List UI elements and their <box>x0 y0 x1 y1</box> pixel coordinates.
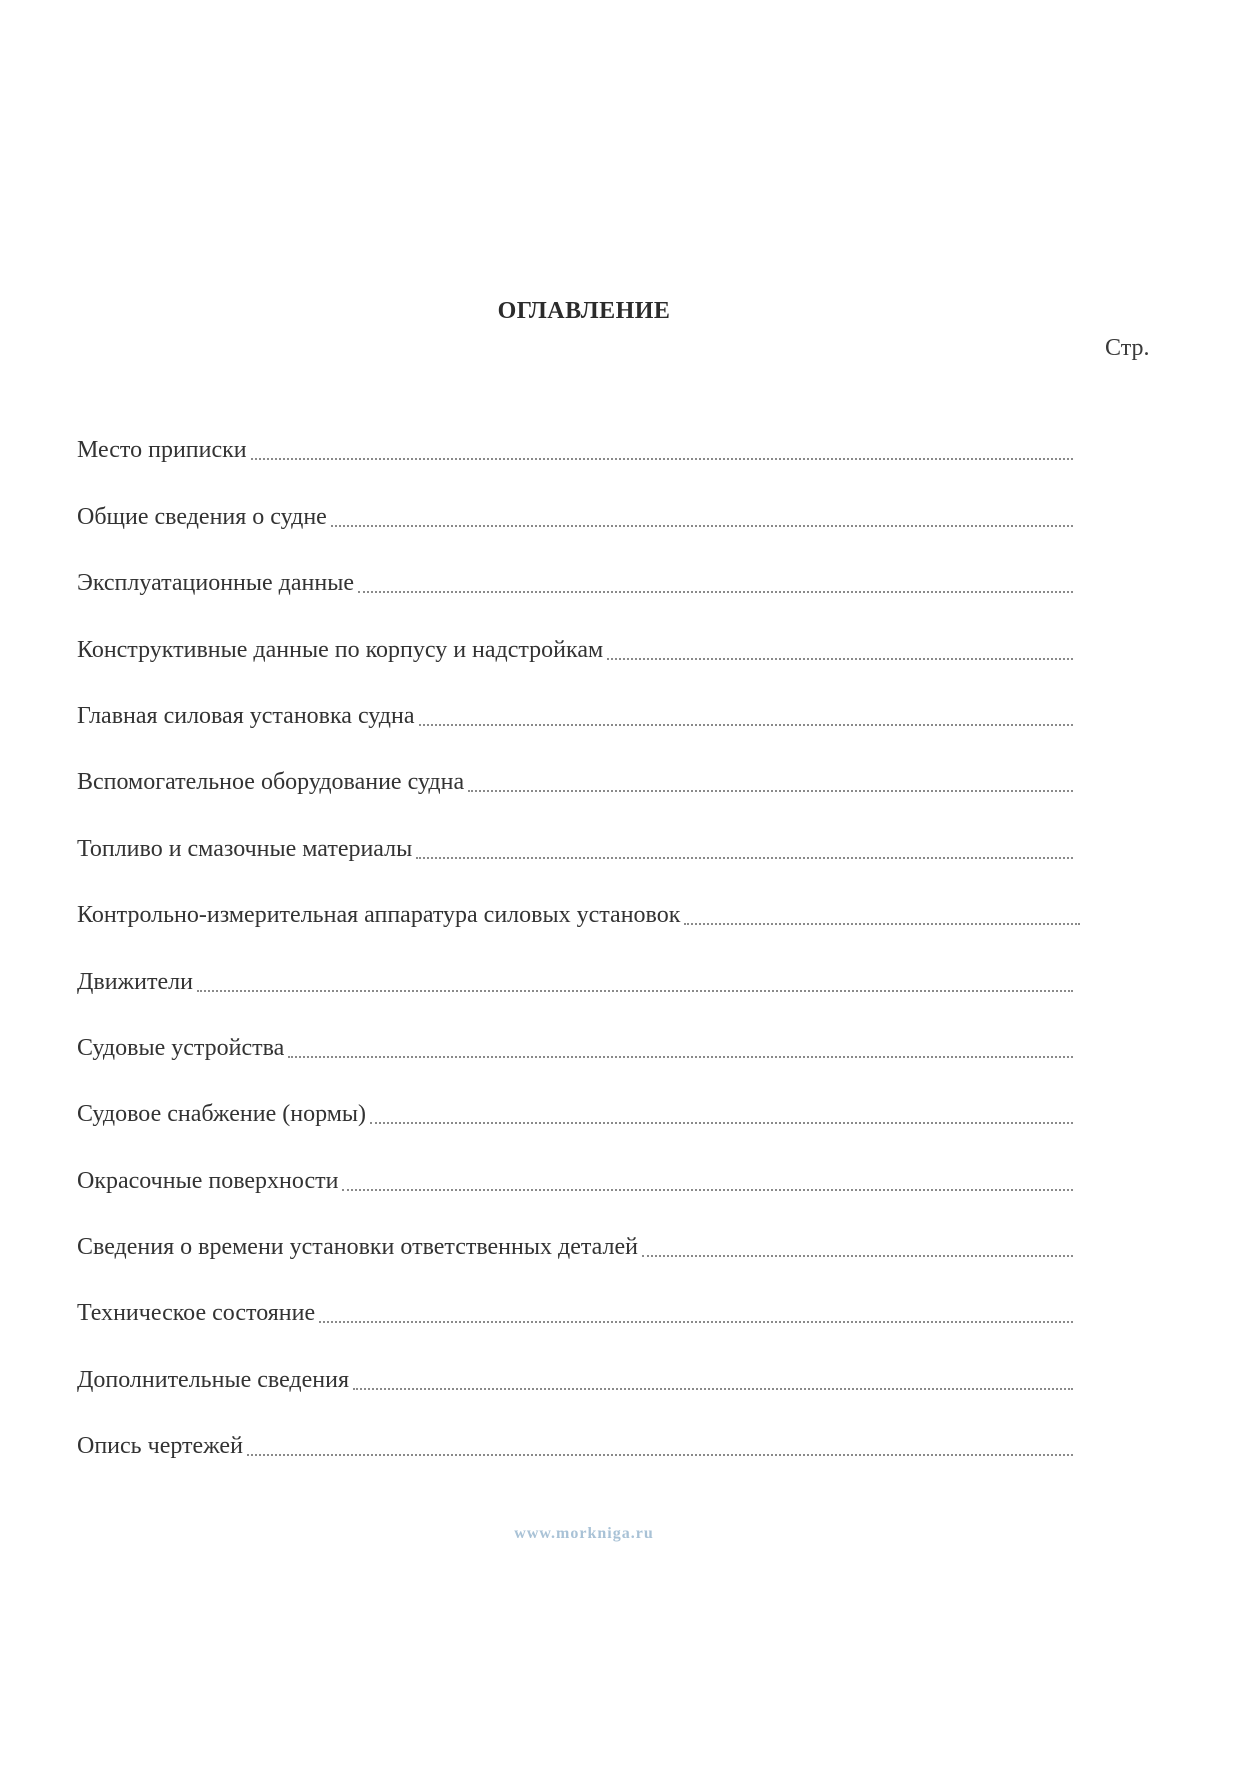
toc-entry-label: Окрасочные поверхности <box>77 1167 339 1194</box>
dot-leader <box>607 658 1073 660</box>
toc-entry <box>77 533 1073 599</box>
page-column-label: Стр. <box>1105 335 1150 361</box>
dot-leader <box>370 1122 1073 1124</box>
toc-entry <box>77 1396 1073 1462</box>
toc-entry-label: Место приписки <box>77 437 247 464</box>
dot-leader <box>342 1189 1073 1191</box>
dot-leader <box>684 923 1080 925</box>
dot-leader <box>642 1255 1073 1257</box>
watermark-url: www.morkniga.ru <box>514 1525 654 1542</box>
toc-entry-label: Движители <box>77 968 193 995</box>
dot-leader <box>358 591 1073 593</box>
toc-entry <box>77 400 1073 466</box>
toc-entry-label: Главная силовая установка судна <box>77 702 415 729</box>
toc-entry-label: Конструктивные данные по корпусу и надстройкам <box>77 636 604 663</box>
toc-entry-label: Контрольно-измерительная аппаратура силовых установок <box>77 902 681 929</box>
toc-entry-label: Вспомогательное оборудование судна <box>77 769 465 796</box>
toc-entry-label: Дополнительные сведения <box>77 1366 350 1393</box>
toc-entry <box>77 931 1073 997</box>
dot-leader <box>319 1321 1073 1323</box>
toc-title: ОГЛАВЛЕНИЕ <box>497 298 671 324</box>
toc-entry-label: Опись чертежей <box>77 1433 243 1460</box>
toc-entry <box>77 998 1073 1064</box>
toc-entry <box>77 1329 1073 1395</box>
dot-leader <box>353 1388 1073 1390</box>
dot-leader <box>331 525 1073 527</box>
toc-entry <box>77 865 1080 931</box>
toc-entry-label: Судовые устройства <box>77 1034 285 1061</box>
toc-entry <box>77 1064 1073 1130</box>
dot-leader <box>251 458 1073 460</box>
toc-entry-label: Общие сведения о судне <box>77 503 327 530</box>
toc-entry <box>77 466 1073 532</box>
toc-entry <box>77 666 1073 732</box>
dot-leader <box>197 990 1073 992</box>
dot-leader <box>416 857 1073 859</box>
toc-entry-label: Техническое состояние <box>77 1300 316 1327</box>
toc-entry-label: Эксплуатационные данные <box>77 570 355 597</box>
toc-entry <box>77 798 1073 864</box>
toc-entry <box>77 732 1073 798</box>
dot-leader <box>468 790 1073 792</box>
toc-entry <box>77 1263 1073 1329</box>
toc-entry-label: Топливо и смазочные материалы <box>77 835 413 862</box>
dot-leader <box>247 1454 1073 1456</box>
dot-leader <box>419 724 1074 726</box>
toc-entry <box>77 599 1073 665</box>
dot-leader <box>288 1056 1073 1058</box>
toc-entry-label: Судовое снабжение (нормы) <box>77 1101 367 1128</box>
toc-entry <box>77 1197 1073 1263</box>
table-of-contents <box>77 400 1077 1462</box>
toc-entry-label: Сведения о времени установки ответственных деталей <box>77 1234 638 1261</box>
toc-entry <box>77 1130 1073 1196</box>
